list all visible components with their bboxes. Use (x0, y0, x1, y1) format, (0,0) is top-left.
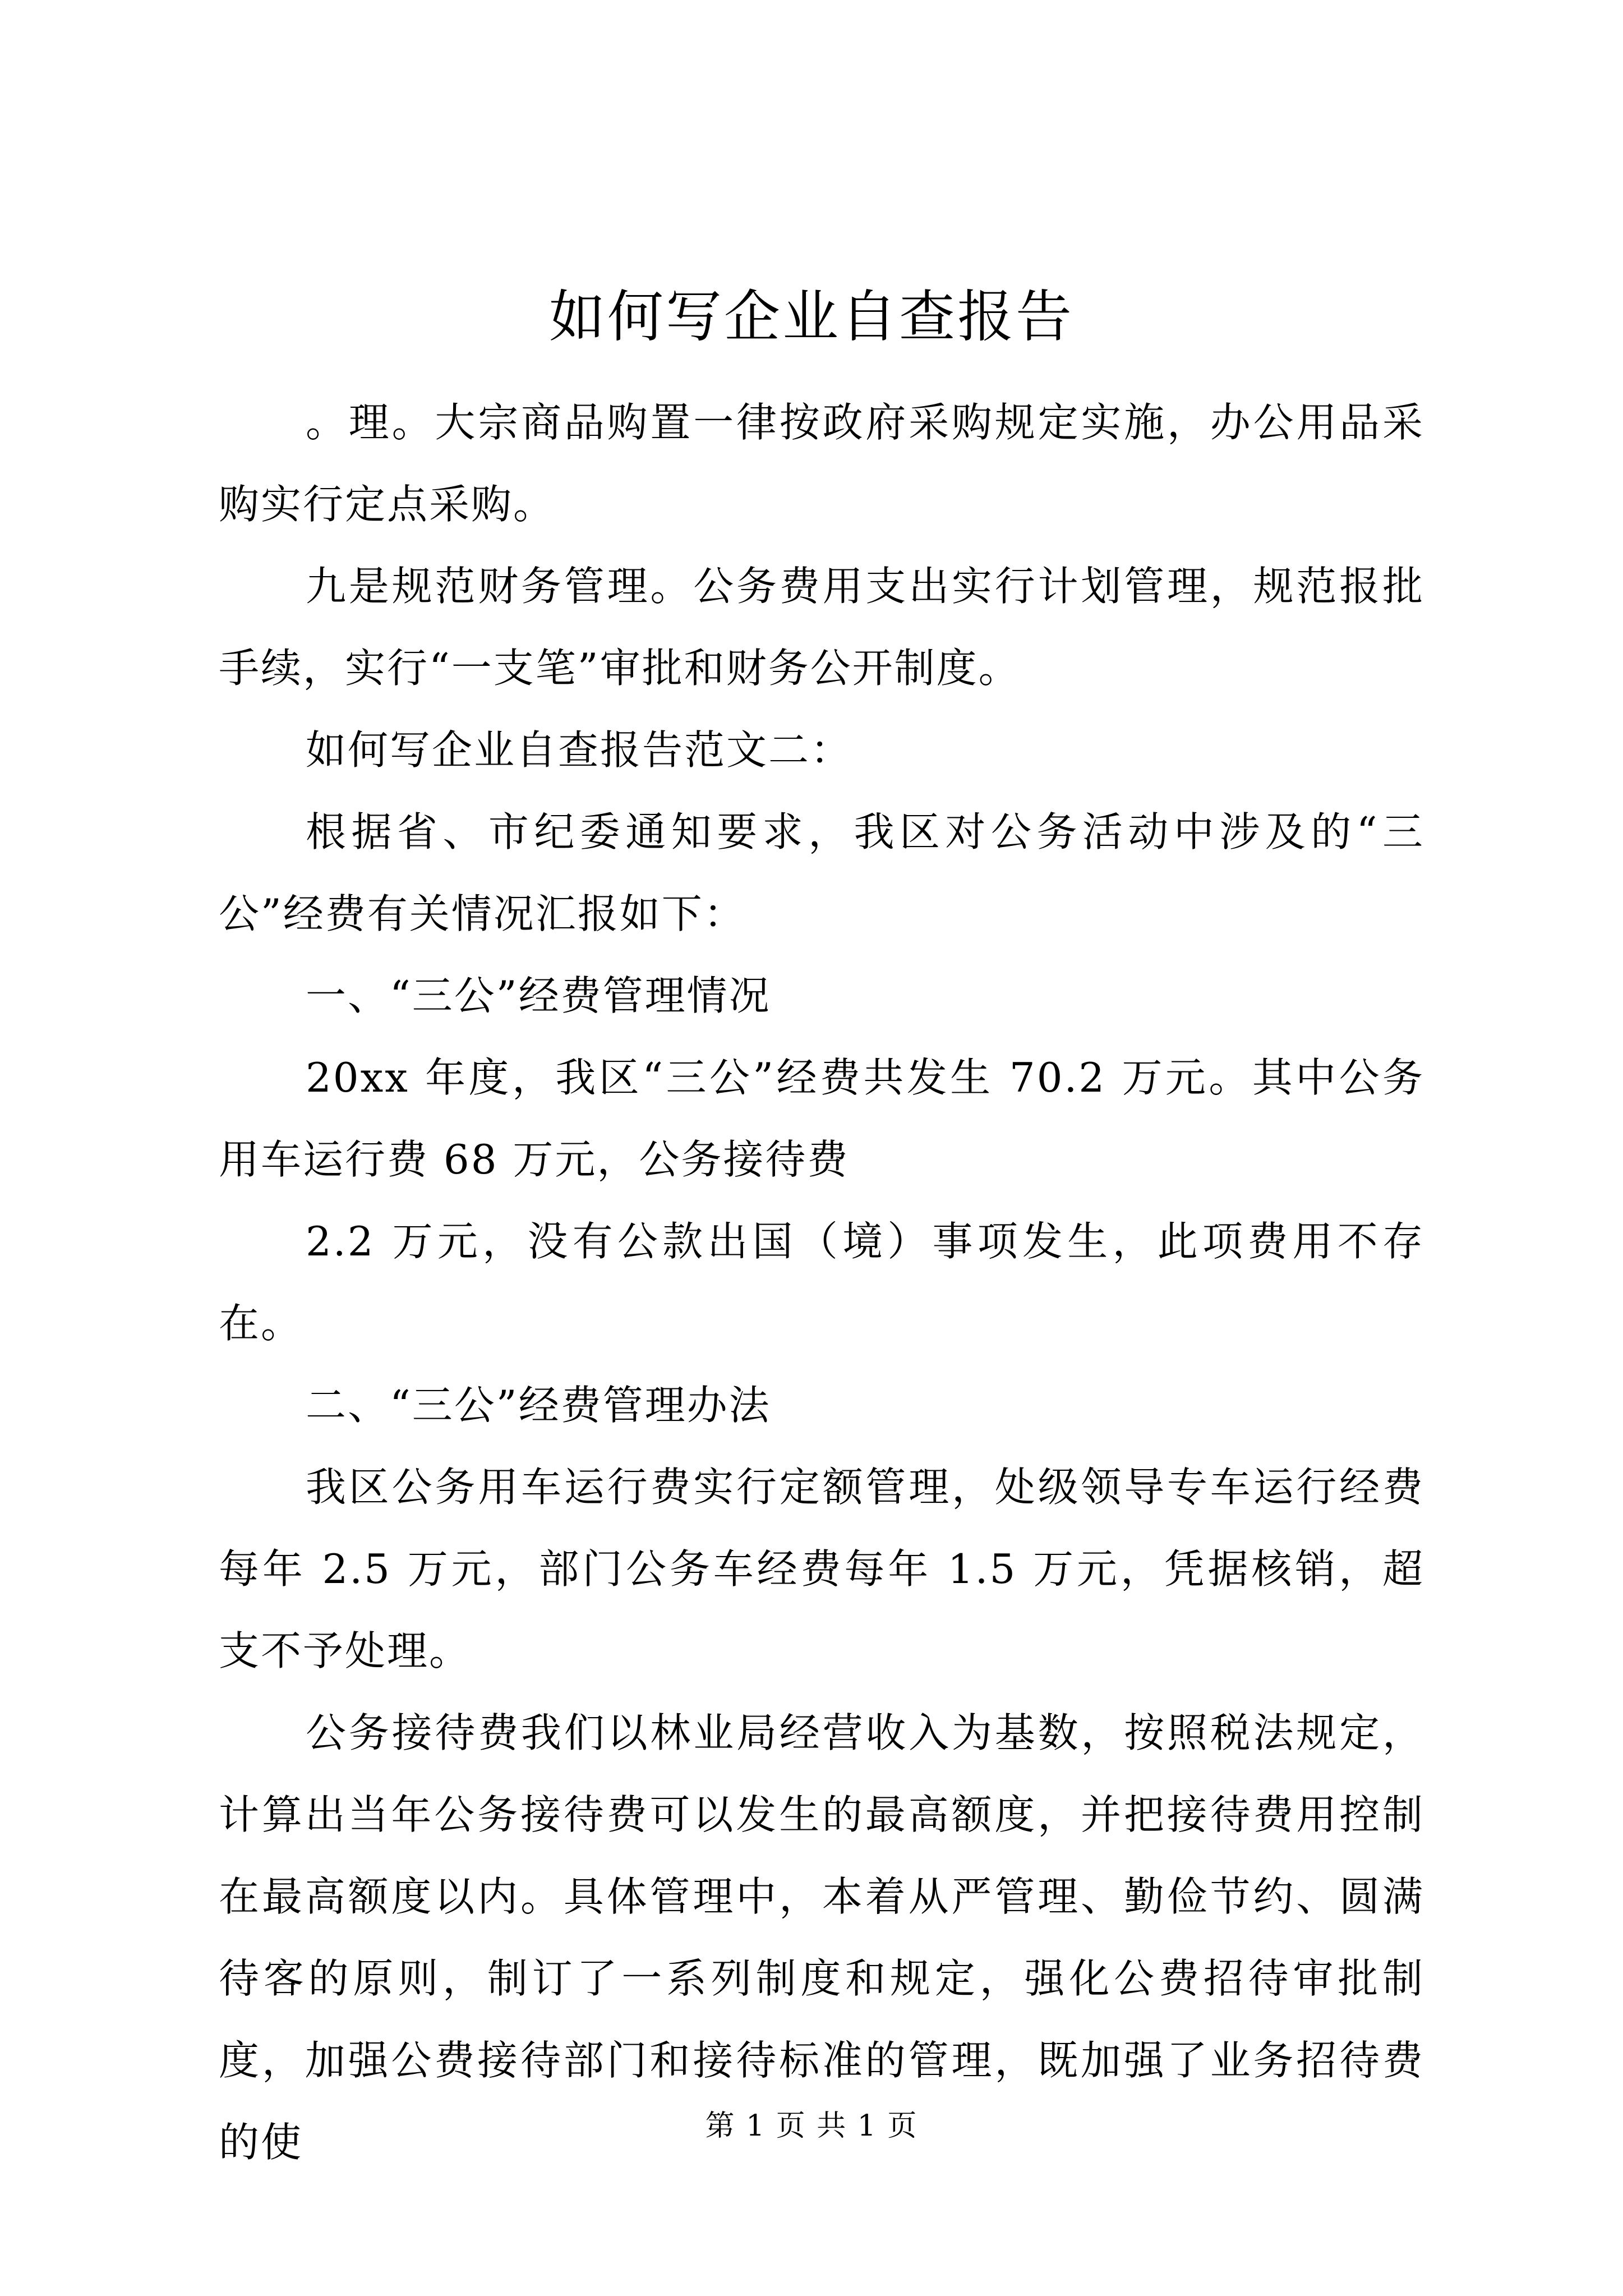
paragraph-2: 九是规范财务管理。公务费用支出实行计划管理，规范报批手续，实行“一支笔”审批和财务公开制度。 (219, 563, 1424, 692)
paragraph-4: 根据省、市纪委通知要求，我区对公务活动中涉及的“三公”经费有关情况汇报如下： (219, 808, 1424, 937)
paragraph-3: 如何写企业自查报告范文二： (306, 726, 853, 774)
document-body (219, 381, 1424, 2183)
paragraph-6: 2.2 万元，没有公款出国（境）事项发生，此项费用不存在。 (219, 1218, 1424, 1347)
paragraph-7: 我区公务用车运行费实行定额管理，处级领导专车运行经费每年 2.5 万元，部门公务车经费每年 1.5 万元，凭据核销，超支不予处理。 (219, 1464, 1424, 1674)
document-title: 如何写企业自查报告 (549, 284, 1074, 349)
section-heading-1: 一、“三公”经费管理情况 (306, 972, 771, 1019)
paragraph-1: 。理。大宗商品购置一律按政府采购规定实施，办公用品采购实行定点采购。 (219, 399, 1424, 528)
page-footer: 第 1 页 共 1 页 (705, 2109, 918, 2143)
paragraph-8: 公务接待费我们以林业局经营收入为基数，按照税法规定，计算出当年公务接待费可以发生的最高额度，并把接待费用控制在最高额度以内。具体管理中，本着从严管理、勤俭节约、圆满待客的原则，制订了一系列制度和规定，强化公费招待审批制度，加强公费接待部门和接待标准的管理，既加强了业务招待费的使 (219, 1709, 1424, 2166)
section-heading-2: 二、“三公”经费管理办法 (306, 1382, 771, 1429)
paragraph-5: 20xx 年度，我区“三公”经费共发生 70.2 万元。其中公务用车运行费 68 万元，公务接待费 (219, 1054, 1424, 1183)
